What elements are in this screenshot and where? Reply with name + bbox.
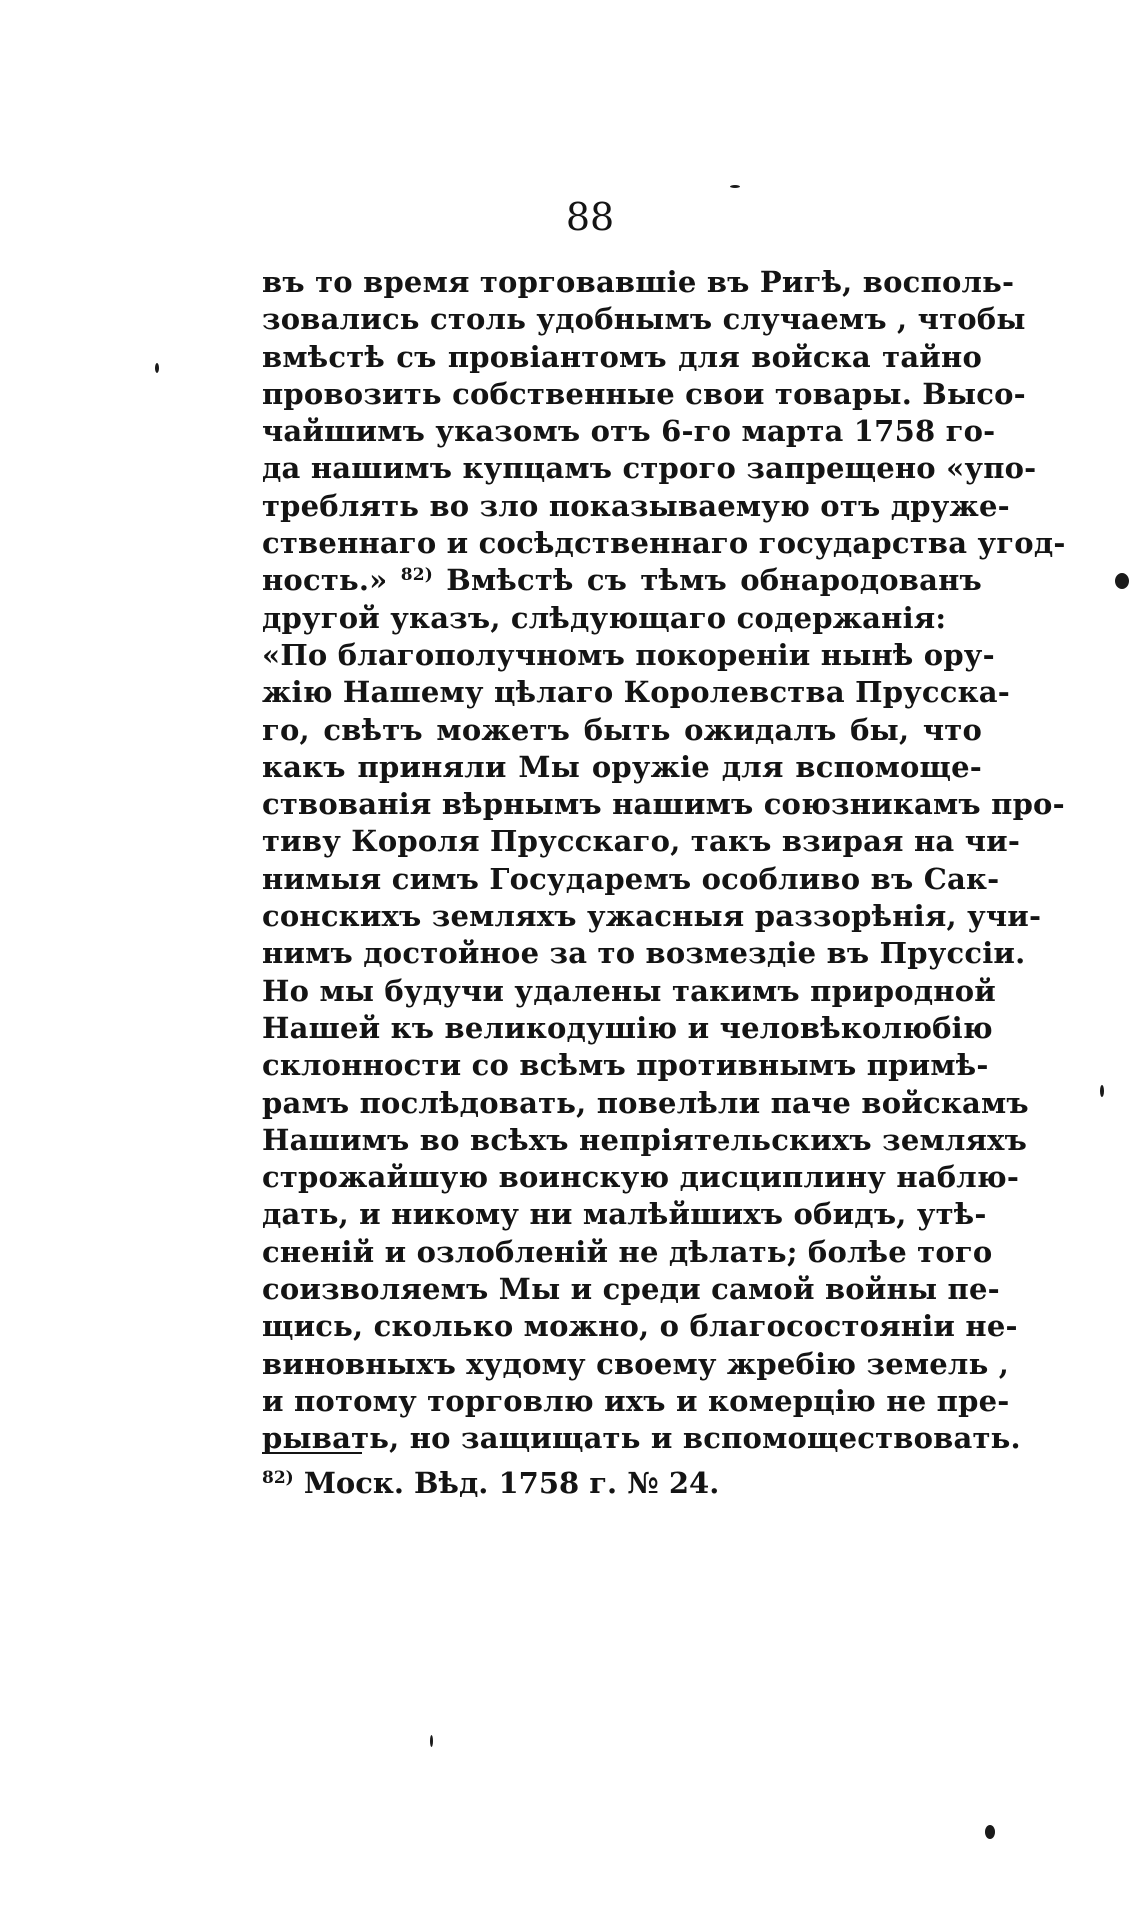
footnote: [262, 1465, 719, 1502]
footnote-reference: 82): [400, 565, 434, 586]
text-line: Нашей къ великодушію и человѣколюбію: [262, 1010, 993, 1045]
text-line: ственнаго и сосѣдственнаго государства угод-: [262, 526, 1066, 561]
text-line: и потому торговлю ихъ и комерцію не пре-: [262, 1383, 1010, 1418]
text-line: другой указъ, слѣдующаго содержанія:: [262, 600, 947, 635]
text-line: Но мы будучи удалены такимъ природной: [262, 973, 996, 1008]
text-line: сненій и озлобленій не дѣлать; болѣе того: [262, 1234, 993, 1269]
scan-speck: [155, 363, 159, 373]
scan-speck: [430, 1735, 433, 1747]
scan-speck: [1115, 573, 1129, 589]
text-line: Нашимъ во всѣхъ непріятельскихъ земляхъ: [262, 1122, 1028, 1157]
text-line: соизволяемъ Мы и среди самой войны пе-: [262, 1272, 1000, 1307]
text-line: провозить собственные свои товары. Высо-: [262, 376, 1026, 411]
text-line: нимыя симъ Государемъ особливо въ Сак-: [262, 861, 1000, 896]
text-line: склонности со всѣмъ противнымъ примѣ-: [262, 1048, 989, 1083]
text-line: «По благополучномъ покореніи нынѣ ору-: [262, 637, 995, 672]
text-line: го, свѣтъ можетъ быть ожидалъ бы, что: [262, 712, 982, 747]
text-line: зовались столь удобнымъ случаемъ , чтобы: [262, 302, 1026, 337]
body-text: [262, 264, 1066, 1458]
text-line: щись, сколько можно, о благосостояніи не-: [262, 1309, 1018, 1344]
footnote-text: Моск. Вѣд. 1758 г. № 24.: [303, 1466, 720, 1500]
text-line: рамъ послѣдовать, повелѣли паче войскамъ: [262, 1085, 1029, 1120]
text-line: строжайшую воинскую дисциплину наблю-: [262, 1160, 1020, 1195]
text-line: рывать, но защищать и вспомоществовать.: [262, 1421, 1021, 1456]
text-line: жію Нашему цѣлаго Королевства Прусска-: [262, 675, 1011, 710]
text-line: да нашимъ купцамъ строго запрещено «упо-: [262, 451, 1037, 486]
scan-speck: [730, 185, 740, 188]
footnote-divider: [262, 1452, 362, 1454]
text-line: какъ приняли Мы оружіе для вспомоще-: [262, 749, 982, 784]
text-line: въ то время торговавшіе въ Ригѣ, восполь-: [262, 265, 1015, 299]
text-line: треблять во зло показываемую отъ друже-: [262, 488, 1010, 523]
text-line: вмѣстѣ съ провіантомъ для войска тайно: [262, 339, 982, 374]
text-line-with-footnote-ref: [262, 562, 982, 599]
text-line: тиву Короля Прусскаго, такъ взирая на чи-: [262, 824, 1021, 859]
text-line: нимъ достойное за то возмездіе въ Пруссіи.: [262, 936, 1026, 971]
footnote-marker: 82): [262, 1468, 294, 1488]
text-line: дать, и никому ни малѣйшихъ обидъ, утѣ-: [262, 1197, 987, 1232]
text-line: чайшимъ указомъ отъ 6-го марта 1758 го-: [262, 414, 996, 449]
scan-speck: [1100, 1085, 1104, 1097]
text-segment: Вмѣстѣ съ тѣмъ обнародованъ: [446, 563, 982, 598]
text-line: виновныхъ худому своему жребію земель ,: [262, 1346, 1010, 1381]
text-line: сонскихъ земляхъ ужасныя раззорѣнія, учи-: [262, 899, 1042, 934]
text-segment: ность.»: [262, 563, 388, 598]
page-number: 88: [565, 195, 615, 239]
scan-speck: [985, 1825, 995, 1839]
text-line: ствованія вѣрнымъ нашимъ союзникамъ про-: [262, 787, 1065, 822]
